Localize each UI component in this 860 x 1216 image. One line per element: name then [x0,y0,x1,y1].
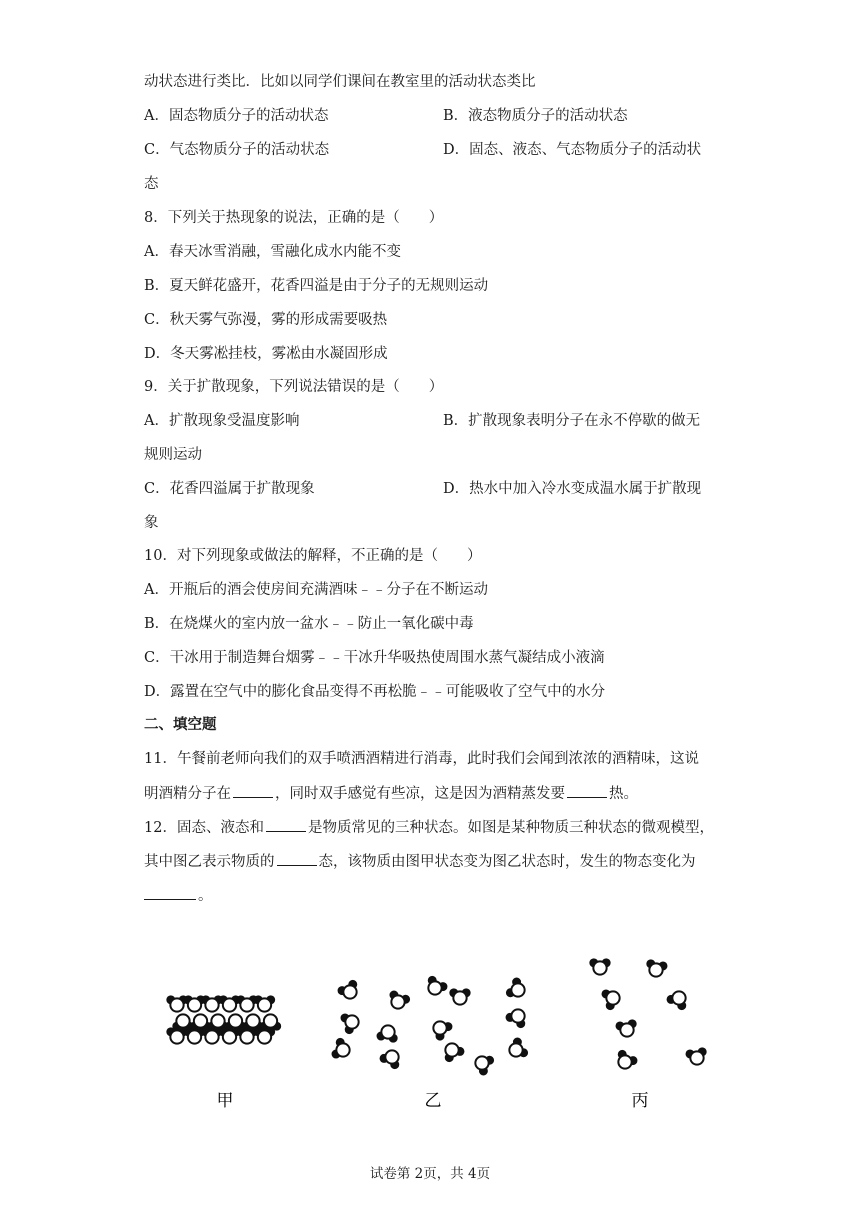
q7-option-b: B．液态物质分子的活动状态 [443,108,628,124]
atom-large [445,1043,458,1056]
q10-stem: 10．对下列现象或做法的解释，不正确的是（ ） [144,548,482,564]
atom-large [620,1023,633,1036]
q12-text-d: 态，该物质由图甲状态变为图乙状态时，发生的物态变化为 [318,854,696,870]
atom-large [194,1014,207,1027]
atom-large [672,991,685,1004]
q12-line2 [144,851,696,872]
q9-stem: 9．关于扩散现象，下列说法错误的是（ ） [144,379,444,395]
q8-stem: 8．下列关于热现象的说法，正确的是（ ） [144,210,444,226]
q9-option-b: B．扩散现象表明分子在永不停歇的做无 [443,413,701,429]
atom-large [511,983,524,996]
figure-label-yi: 乙 [424,1091,442,1111]
atom-large [188,998,201,1011]
q10-option-b: B．在烧煤火的室内放一盆水﹣﹣防止一氧化碳中毒 [144,616,474,632]
figure-label-jia: 甲 [216,1091,234,1111]
q11-text-a: 明酒精分子在 [144,786,231,802]
answer-blank[interactable] [567,783,607,798]
atom-large [606,991,619,1004]
q12-text-c: 其中图乙表示物质的 [144,854,275,870]
q11-line1: 11．午餐前老师向我们的双手喷洒酒精进行消毒，此时我们会闻到浓浓的酒精味，这说 [144,751,699,767]
answer-blank[interactable] [144,885,196,900]
q9-option-c: C．花香四溢属于扩散现象 [144,481,315,497]
atom-large [205,998,218,1011]
q12-line3 [144,885,213,906]
q11-text-c: 热。 [609,786,638,802]
q12-line1 [144,817,714,838]
answer-blank[interactable] [233,783,273,798]
atom-large [188,1030,201,1043]
atom-large [223,1030,236,1043]
q8-option-c: C．秋天雾气弥漫，雾的形成需要吸热 [144,312,388,328]
atom-large [690,1051,703,1064]
atom-large [170,998,183,1011]
atom-large [229,1014,242,1027]
atom-large [428,981,441,994]
q10-option-a: A．开瓶后的酒会使房间充满酒味﹣﹣分子在不断运动 [144,582,488,598]
atom-large [593,961,606,974]
atom-large [211,1014,224,1027]
atom-large [336,1043,349,1056]
q11-line2 [144,783,638,804]
atom-large [223,998,236,1011]
q7-option-c: C．气态物质分子的活动状态 [144,142,330,158]
q9-option-b-cont: 规则运动 [144,447,202,463]
atom-large [264,1014,277,1027]
atom-large [258,998,271,1011]
q7-option-a: A．固态物质分子的活动状态 [144,108,329,124]
section-title-fill-in: 二、填空题 [144,717,217,733]
q10-option-d: D．露置在空气中的膨化食品变得不再松脆﹣﹣可能吸收了空气中的水分 [144,684,606,700]
atom-large [433,1021,446,1034]
atom-large [343,985,356,998]
answer-blank[interactable] [266,817,306,832]
atom-large [385,1050,398,1063]
answer-blank[interactable] [277,851,317,866]
q8-option-b: B．夏天鲜花盛开，花香四溢是由于分子的无规则运动 [144,278,489,294]
atom-large [391,995,404,1008]
atom-large [649,963,662,976]
q7-option-d-cont: 态 [144,176,159,192]
q7-stem-tail: 动状态进行类比．比如以同学们课间在教室里的活动状态类比 [144,74,536,90]
atom-large [240,998,253,1011]
q12-text-a: 12．固态、液态和 [144,820,264,836]
q10-option-c: C．干冰用于制造舞台烟雾﹣﹣干冰升华吸热使周围水蒸气凝结成小液滴 [144,650,605,666]
atom-large [618,1055,631,1068]
molecule-layer [167,959,706,1075]
q8-option-a: A．春天冰雪消融，雪融化成水内能不变 [144,244,401,260]
three-states-molecular-model-figure [140,950,740,1125]
atom-large [511,1009,524,1022]
atom-large [381,1025,394,1038]
q8-option-d: D．冬天雾凇挂枝，雾凇由水凝固形成 [144,346,388,362]
q12-text-b: 是物质常见的三种状态。如图是某种物质三种状态的微观模型， [307,820,714,836]
atom-large [240,1030,253,1043]
atom-large [170,1030,183,1043]
q12-text-e: 。 [198,888,213,904]
atom-large [205,1030,218,1043]
q11-text-b: ，同时双手感觉有些凉，这是因为酒精蒸发要 [275,786,565,802]
atom-large [258,1030,271,1043]
q7-option-d: D．固态、液态、气态物质分子的活动状 [443,142,702,158]
q9-option-d-cont: 象 [144,515,159,531]
q9-option-a: A．扩散现象受温度影响 [144,413,300,429]
figure-label-bing: 丙 [631,1091,649,1111]
atom-large [453,991,466,1004]
atom-large [345,1015,358,1028]
atom-large [509,1043,522,1056]
q9-option-d: D．热水中加入冷水变成温水属于扩散现 [443,481,702,497]
atom-large [475,1056,488,1069]
atom-large [176,1014,189,1027]
atom-large [246,1014,259,1027]
page-footer: 试卷第 2页，共 4页 [369,1166,491,1182]
